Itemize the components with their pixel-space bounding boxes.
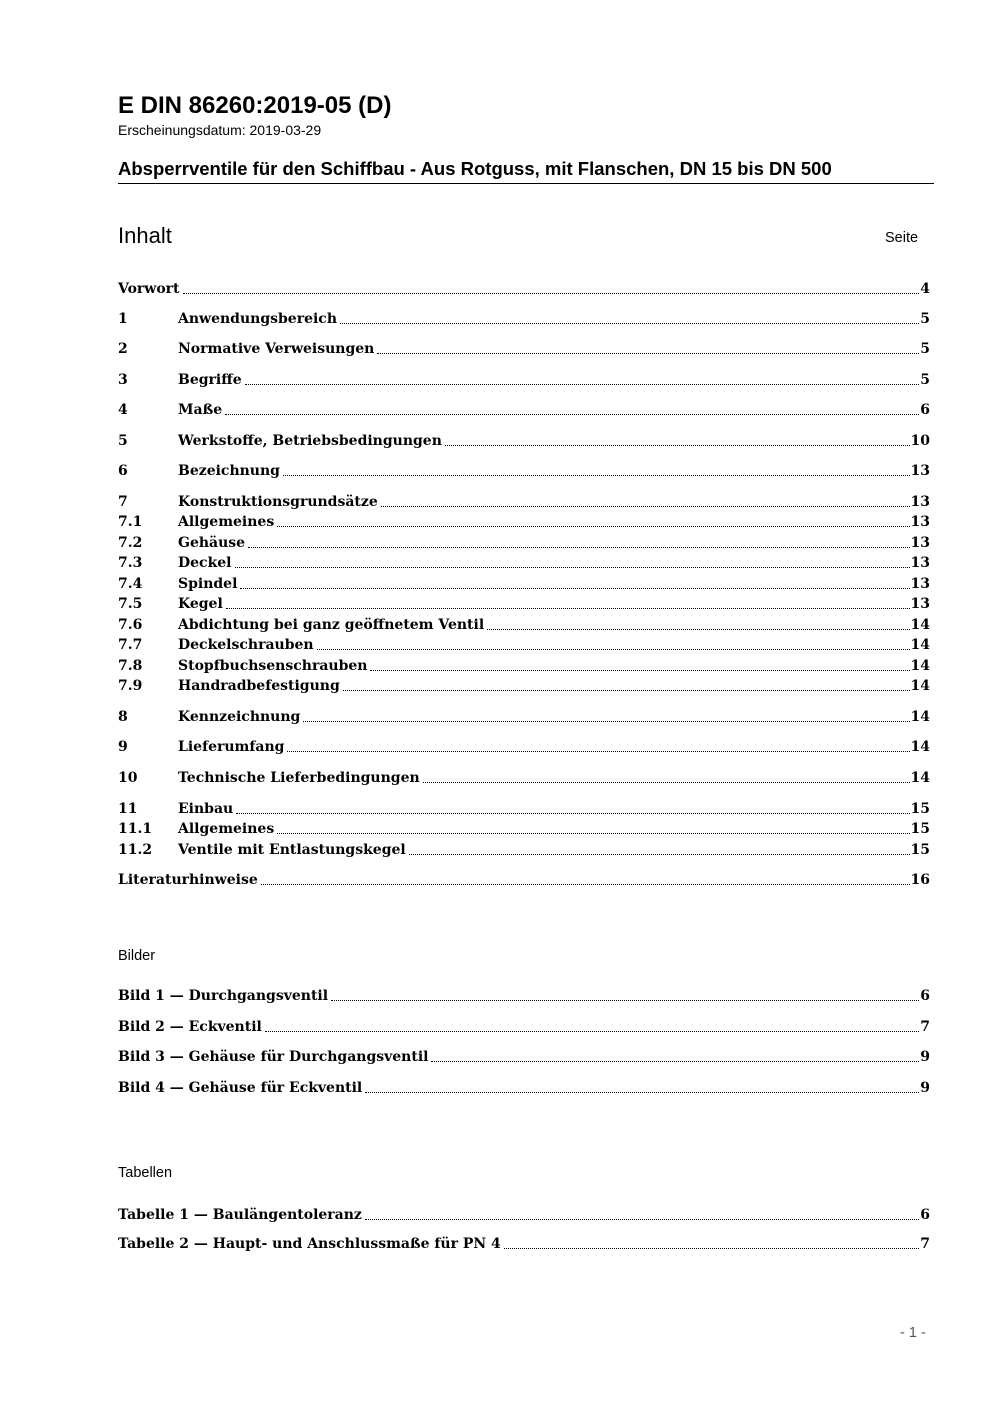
toc-entry-number: 7.2 [118, 535, 143, 551]
dot-leader [504, 1235, 919, 1249]
toc-entry[interactable] [118, 513, 930, 532]
toc-entry[interactable] [118, 871, 930, 890]
toc-entry-number: 11.1 [118, 821, 153, 837]
toc-entry-page: 5 [920, 372, 930, 388]
dot-leader [183, 280, 920, 294]
toc-entry-label: Einbau [178, 801, 234, 817]
toc-entry-number: 7.4 [118, 576, 143, 592]
publication-date: Erscheinungsdatum: 2019-03-29 [118, 122, 322, 138]
toc-entry-label: Bild 1 — Durchgangsventil [118, 988, 329, 1004]
toc-entry-page: 14 [910, 770, 930, 786]
toc-entry-number: 7.6 [118, 617, 143, 633]
toc-entry-label: Bild 4 — Gehäuse für Eckventil [118, 1080, 363, 1096]
toc-entry-page: 9 [920, 1049, 930, 1065]
dot-leader [277, 513, 909, 527]
toc-entry-label: Allgemeines [178, 514, 275, 530]
toc-entry-page: 14 [910, 709, 930, 725]
toc-entry-number: 7.1 [118, 514, 143, 530]
dot-leader [370, 657, 909, 671]
figures-heading: Bilder [118, 948, 156, 964]
dot-leader [261, 871, 910, 885]
toc-entry-page: 7 [920, 1236, 930, 1252]
toc-entry-page: 13 [910, 596, 930, 612]
dot-leader [277, 820, 909, 834]
toc-entry-page: 13 [910, 555, 930, 571]
toc-entry-page: 9 [920, 1080, 930, 1096]
toc-entry-page: 14 [910, 739, 930, 755]
toc-entry[interactable] [118, 493, 930, 512]
toc-entry[interactable] [118, 841, 930, 860]
toc-entry-label: Ventile mit Entlastungskegel [178, 842, 406, 858]
page-number: - 1 - [900, 1325, 926, 1341]
dot-leader [317, 636, 910, 650]
toc-entry-page: 13 [910, 494, 930, 510]
toc-entry-number: 6 [118, 463, 128, 479]
toc-entry[interactable] [118, 636, 930, 655]
dot-leader [236, 800, 909, 814]
toc-entry-page: 4 [920, 281, 930, 297]
toc-entry[interactable] [118, 1206, 930, 1225]
toc-entry[interactable] [118, 1048, 930, 1067]
dot-leader [245, 371, 920, 385]
toc-entry-page: 6 [920, 402, 930, 418]
toc-entry-number: 7.7 [118, 637, 143, 653]
toc-entry-label: Konstruktionsgrundsätze [178, 494, 378, 510]
tables-heading: Tabellen [118, 1165, 173, 1181]
toc-entry-label: Begriffe [178, 372, 242, 388]
dot-leader [265, 1018, 919, 1032]
toc-entry-page: 15 [910, 801, 930, 817]
toc-entry-label: Lieferumfang [178, 739, 285, 755]
toc-entry-number: 7.3 [118, 555, 143, 571]
toc-entry[interactable] [118, 554, 930, 573]
title-divider [118, 183, 934, 184]
toc-entry[interactable] [118, 1235, 930, 1254]
toc-entry-number: 7.9 [118, 678, 143, 694]
toc-entry-page: 14 [910, 617, 930, 633]
toc-entry-label: Maße [178, 402, 223, 418]
dot-leader [365, 1206, 919, 1220]
dot-leader [431, 1048, 919, 1062]
toc-entry[interactable] [118, 738, 930, 757]
toc-entry-label: Tabelle 2 — Haupt- und Anschlussmaße für PN 4 [118, 1236, 501, 1252]
toc-entry-page: 13 [910, 535, 930, 551]
toc-entry[interactable] [118, 401, 930, 420]
toc-entry[interactable] [118, 432, 930, 451]
dot-leader [343, 677, 910, 691]
dot-leader [423, 769, 910, 783]
toc-entry-label: Deckel [178, 555, 232, 571]
toc-entry[interactable] [118, 657, 930, 676]
toc-entry-label: Stopfbuchsenschrauben [178, 658, 368, 674]
toc-entry-number: 2 [118, 341, 128, 357]
document-id: E DIN 86260:2019-05 (D) [118, 92, 392, 119]
dot-leader [487, 616, 909, 630]
toc-entry-page: 6 [920, 1207, 930, 1223]
toc-entry[interactable] [118, 280, 930, 299]
dot-leader [235, 554, 910, 568]
toc-entry[interactable] [118, 800, 930, 819]
page-column-label: Seite [885, 230, 919, 246]
toc-entry-number: 5 [118, 433, 128, 449]
toc-entry-number: 1 [118, 311, 128, 327]
toc-entry-label: Deckelschrauben [178, 637, 314, 653]
toc-entry-label: Bild 2 — Eckventil [118, 1019, 262, 1035]
toc-entry-number: 3 [118, 372, 128, 388]
toc-entry-number: 9 [118, 739, 128, 755]
toc-entry-number: 7 [118, 494, 128, 510]
dot-leader [248, 534, 909, 548]
toc-entry-label: Handradbefestigung [178, 678, 340, 694]
toc-entry-label: Tabelle 1 — Baulängentoleranz [118, 1207, 362, 1223]
dot-leader [409, 841, 910, 855]
toc-heading: Inhalt [118, 223, 172, 248]
toc-entry[interactable] [118, 310, 930, 329]
toc-entry-page: 14 [910, 637, 930, 653]
toc-entry-page: 5 [920, 341, 930, 357]
toc-entry-label: Werkstoffe, Betriebsbedingungen [178, 433, 442, 449]
dot-leader [377, 340, 919, 354]
document-title: Absperrventile für den Schiffbau - Aus Rotguss, mit Flanschen, DN 15 bis DN 500 [118, 158, 832, 179]
toc-entry-page: 15 [910, 842, 930, 858]
toc-entry-page: 5 [920, 311, 930, 327]
toc-entry-number: 7.5 [118, 596, 143, 612]
toc-entry[interactable] [118, 462, 930, 481]
toc-entry-label: Spindel [178, 576, 238, 592]
toc-entry-label: Kegel [178, 596, 223, 612]
toc-entry-number: 7.8 [118, 658, 143, 674]
dot-leader [225, 401, 919, 415]
toc-entry[interactable] [118, 820, 930, 839]
toc-entry-number: 11 [118, 801, 138, 817]
dot-leader [303, 708, 909, 722]
toc-entry-label: Technische Lieferbedingungen [178, 770, 420, 786]
dot-leader [287, 738, 909, 752]
toc-entry-page: 14 [910, 678, 930, 694]
toc-entry-page: 15 [910, 821, 930, 837]
toc-entry[interactable] [118, 575, 930, 594]
toc-entry-page: 13 [910, 463, 930, 479]
toc-entry-number: 4 [118, 402, 128, 418]
dot-leader [381, 493, 910, 507]
toc-entry-number: 8 [118, 709, 128, 725]
toc-entry[interactable] [118, 677, 930, 696]
toc-entry-label: Anwendungsbereich [178, 311, 337, 327]
toc-entry-number: 11.2 [118, 842, 153, 858]
toc-entry-label: Literaturhinweise [118, 872, 258, 888]
dot-leader [226, 595, 910, 609]
toc-entry-label: Normative Verweisungen [178, 341, 375, 357]
dot-leader [240, 575, 909, 589]
toc-entry-page: 10 [910, 433, 930, 449]
toc-entry[interactable] [118, 371, 930, 390]
toc-entry-label: Bild 3 — Gehäuse für Durchgangsventil [118, 1049, 429, 1065]
dot-leader [365, 1079, 919, 1093]
toc-entry-label: Allgemeines [178, 821, 275, 837]
toc-entry[interactable] [118, 769, 930, 788]
toc-entry-label: Abdichtung bei ganz geöffnetem Ventil [178, 617, 485, 633]
dot-leader [340, 310, 919, 324]
dot-leader [331, 987, 919, 1001]
toc-entry-label: Vorwort [118, 281, 180, 297]
toc-entry-label: Kennzeichnung [178, 709, 301, 725]
toc-entry[interactable] [118, 595, 930, 614]
toc-entry-page: 7 [920, 1019, 930, 1035]
dot-leader [445, 432, 910, 446]
toc-entry-page: 14 [910, 658, 930, 674]
toc-entry-page: 13 [910, 514, 930, 530]
toc-entry[interactable] [118, 708, 930, 727]
toc-entry-number: 10 [118, 770, 138, 786]
toc-entry[interactable] [118, 1079, 930, 1098]
toc-entry[interactable] [118, 534, 930, 553]
toc-entry-page: 16 [910, 872, 930, 888]
toc-entry-page: 6 [920, 988, 930, 1004]
toc-entry[interactable] [118, 616, 930, 635]
toc-entry[interactable] [118, 1018, 930, 1037]
toc-entry-label: Bezeichnung [178, 463, 280, 479]
toc-entry-label: Gehäuse [178, 535, 246, 551]
dot-leader [283, 462, 910, 476]
toc-entry-page: 13 [910, 576, 930, 592]
toc-entry[interactable] [118, 340, 930, 359]
toc-entry[interactable] [118, 987, 930, 1006]
